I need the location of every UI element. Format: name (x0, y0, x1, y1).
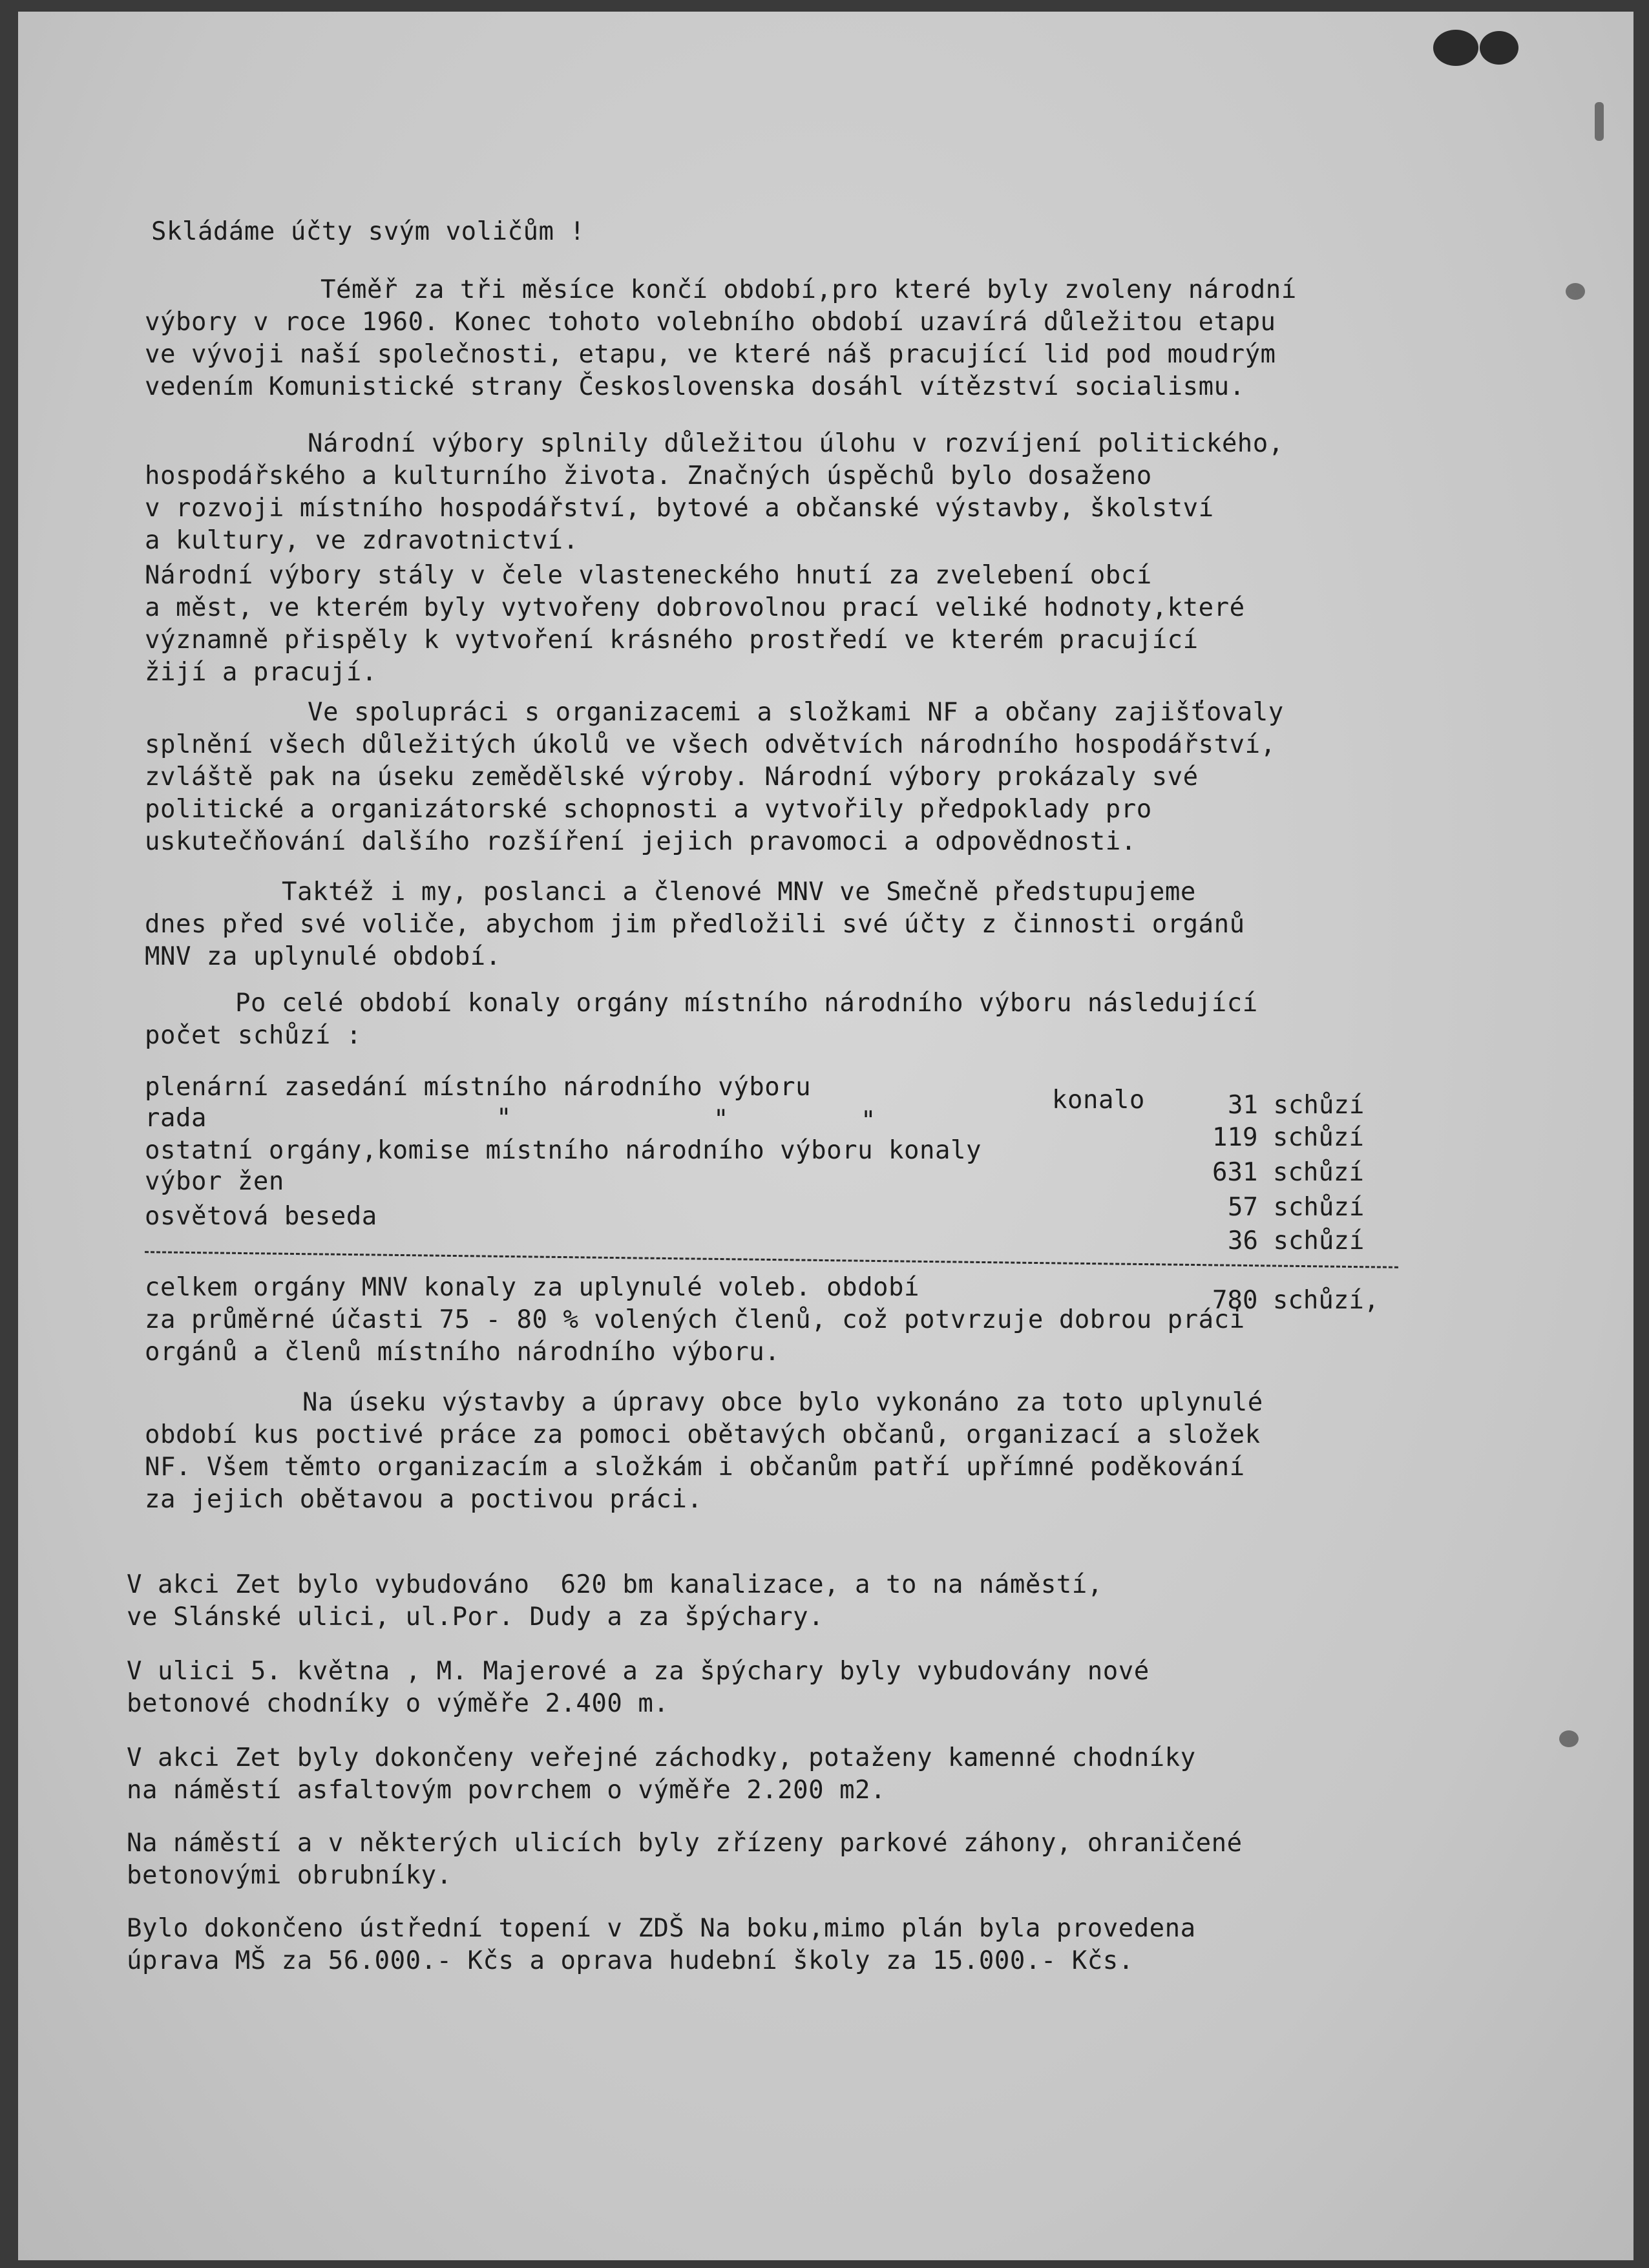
item-line: betonové chodníky o výměře 2.400 m. (127, 1689, 669, 1718)
punch-hole (1433, 30, 1478, 66)
item-line: úprava MŠ za 56.000.- Kčs a oprava hudební školy za 15.000.- Kčs. (127, 1946, 1134, 1975)
meeting-row-label: ostatní orgány,komise místního národního výboru konaly (145, 1136, 982, 1165)
meeting-row-label: výbor žen (145, 1167, 284, 1196)
meeting-row-count: 57 schůzí (1228, 1193, 1365, 1222)
paragraph-line: a kultury, ve zdravotnictví. (145, 526, 579, 555)
paragraph-line: Národní výbory splnily důležitou úlohu v rozvíjení politického, (308, 429, 1284, 458)
paragraph-line: zvláště pak na úseku zemědělské výroby. Národní výbory prokázaly své (145, 762, 1199, 792)
smudge (1559, 1730, 1579, 1747)
paragraph-line: Taktéž i my, poslanci a členové MNV ve Smečně předstupujeme (282, 877, 1196, 907)
paragraph-line: hospodářského a kulturního života. Značných úspěchů bylo dosaženo (145, 461, 1152, 490)
paragraph-line: výbory v roce 1960. Konec tohoto volebního období uzavírá důležitou etapu (145, 308, 1276, 337)
item-line: V akci Zet byly dokončeny veřejné záchodky, potaženy kamenné chodníky (127, 1743, 1196, 1772)
paragraph-line: ve vývoji naší společnosti, etapu, ve které náš pracující lid pod moudrým (145, 340, 1276, 369)
paragraph-line: a měst, ve kterém byly vytvořeny dobrovolnou prací veliké hodnoty,které (145, 593, 1245, 622)
paragraph-line: počet schůzí : (145, 1021, 362, 1050)
paragraph-line: Téměř za tři měsíce končí období,pro které byly zvoleny národní (320, 275, 1297, 304)
item-line: Bylo dokončeno ústřední topení v ZDŠ Na boku,mimo plán byla provedena (127, 1914, 1196, 1943)
ditto-mark: " (713, 1105, 729, 1134)
paragraph-line: politické a organizátorské schopnosti a vytvořily předpoklady pro (145, 795, 1152, 824)
paragraph-line: v rozvoji místního hospodářství, bytové a občanské výstavby, školství (145, 494, 1214, 523)
paragraph-line: uskutečňování dalšího rozšíření jejich pravomoci a odpovědnosti. (145, 827, 1137, 856)
paragraph-line: významně přispěly k vytvoření krásného prostředí ve kterém pracující (145, 625, 1199, 655)
paragraph-line: Po celé období konaly orgány místního národního výboru následující (235, 989, 1258, 1018)
item-line: V ulici 5. května , M. Majerové a za špýchary byly vybudovány nové (127, 1657, 1150, 1686)
meeting-row-label: plenární zasedání místního národního výboru (145, 1073, 812, 1102)
meeting-row-count: 36 schůzí (1228, 1226, 1365, 1255)
punch-hole (1480, 31, 1518, 65)
paragraph-line: Národní výbory stály v čele vlasteneckého hnutí za zvelebení obcí (145, 561, 1152, 590)
total-label: celkem orgány MNV konaly za uplynulé voleb. období (145, 1273, 919, 1302)
total-count: 780 schůzí, (1212, 1286, 1380, 1315)
paragraph-line: splnění všech důležitých úkolů ve všech odvětvích národního hospodářství, (145, 730, 1276, 759)
meeting-row-verb: konalo (1052, 1086, 1145, 1115)
item-line: V akci Zet bylo vybudováno 620 bm kanalizace, a to na náměstí, (127, 1570, 1103, 1599)
meeting-row-label: rada (145, 1104, 207, 1133)
item-line: Na náměstí a v některých ulicích byly zřízeny parkové záhony, ohraničené (127, 1829, 1243, 1858)
paragraph-line: dnes před své voliče, abychom jim předložili své účty z činnosti orgánů (145, 910, 1245, 939)
smudge (1566, 283, 1585, 300)
meeting-row-label: osvětová beseda (145, 1202, 377, 1231)
paragraph-line: Na úseku výstavby a úpravy obce bylo vykonáno za toto uplynulé (302, 1388, 1263, 1417)
document-page (18, 12, 1633, 2260)
paragraph-line: MNV za uplynulé období. (145, 942, 501, 971)
smudge (1595, 102, 1604, 141)
paragraph-line: vedením Komunistické strany Československa dosáhl vítězství socialismu. (145, 372, 1245, 401)
total-line: za průměrné účasti 75 - 80 % volených členů, což potvrzuje dobrou práci (145, 1305, 1245, 1334)
meeting-row-count: 31 schůzí (1228, 1091, 1365, 1120)
paragraph-line: za jejich obětavou a poctivou práci. (145, 1485, 703, 1514)
sum-rule (145, 1251, 1398, 1268)
total-line: orgánů a členů místního národního výboru. (145, 1338, 781, 1367)
item-line: betonovými obrubníky. (127, 1861, 452, 1890)
ditto-mark: " (861, 1106, 876, 1135)
document-title: Skládáme účty svým voličům ! (151, 217, 585, 246)
paragraph-line: žijí a pracují. (145, 658, 377, 687)
ditto-mark: " (496, 1104, 512, 1133)
item-line: ve Slánské ulici, ul.Por. Dudy a za špýchary. (127, 1602, 824, 1632)
paragraph-line: NF. Všem těmto organizacím a složkám i občanům patří upřímné poděkování (145, 1453, 1245, 1482)
item-line: na náměstí asfaltovým povrchem o výměře 2.200 m2. (127, 1776, 887, 1805)
paragraph-line: období kus poctivé práce za pomoci obětavých občanů, organizací a složek (145, 1420, 1261, 1449)
paragraph-line: Ve spolupráci s organizacemi a složkami NF a občany zajišťovaly (308, 698, 1284, 727)
meeting-row-count: 119 schůzí (1212, 1123, 1364, 1152)
meeting-row-count: 631 schůzí (1212, 1158, 1364, 1187)
